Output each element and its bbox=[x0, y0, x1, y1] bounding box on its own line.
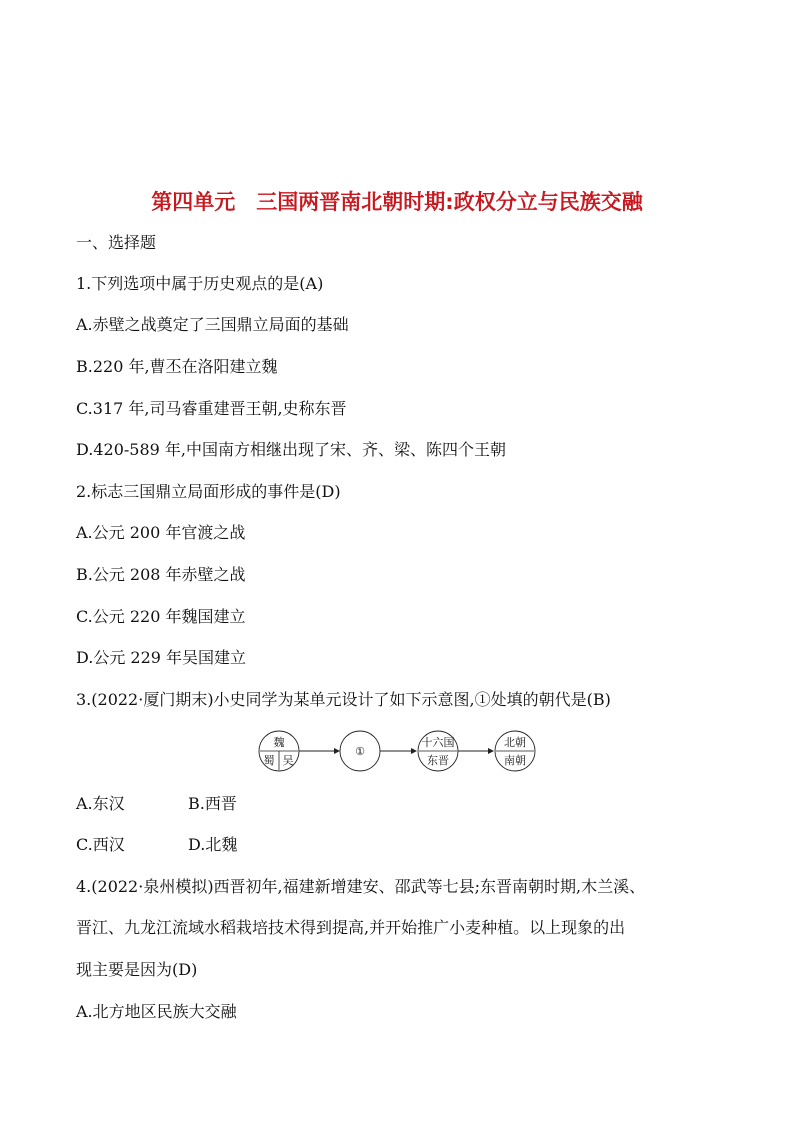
question-3-stem: 3.(2022·厦门期末)小史同学为某单元设计了如下示意图,①处填的朝代是(B) bbox=[76, 690, 611, 709]
question-2-option-d: D.公元 229 年吴国建立 bbox=[76, 648, 247, 667]
diagram-arrowhead bbox=[488, 748, 494, 754]
diagram-arrowhead bbox=[334, 748, 340, 754]
question-2-stem: 2.标志三国鼎立局面形成的事件是(D) bbox=[76, 482, 341, 501]
dynasty-flow-diagram bbox=[250, 727, 550, 777]
diagram-label-southern-dynasties: 南朝 bbox=[504, 754, 526, 767]
question-4-stem-line-2: 晋江、九龙江流域水稻栽培技术得到提高,并开始推广小麦种植。以上现象的出 bbox=[76, 918, 626, 937]
question-3-option-b: B.西晋 bbox=[188, 794, 237, 813]
question-1-option-c: C.317 年,司马睿重建晋王朝,史称东晋 bbox=[76, 399, 347, 418]
question-1-option-b: B.220 年,曹丕在洛阳建立魏 bbox=[76, 357, 278, 376]
question-1-option-a: A.赤壁之战奠定了三国鼎立局面的基础 bbox=[76, 315, 349, 334]
diagram-label-wu: 吴 bbox=[282, 754, 294, 767]
diagram-arrowhead bbox=[411, 748, 417, 754]
diagram-label-blank: ① bbox=[355, 745, 365, 758]
diagram-label-northern-dynasties: 北朝 bbox=[504, 736, 526, 749]
diagram-label-wei: 魏 bbox=[273, 736, 285, 749]
diagram-label-shu: 蜀 bbox=[263, 754, 275, 767]
question-2-option-c: C.公元 220 年魏国建立 bbox=[76, 607, 246, 626]
question-3-option-c: C.西汉 bbox=[76, 835, 125, 854]
question-3-option-a: A.东汉 bbox=[76, 794, 125, 813]
question-2-option-b: B.公元 208 年赤壁之战 bbox=[76, 565, 246, 584]
question-3-option-d: D.北魏 bbox=[188, 835, 238, 854]
question-1-option-d: D.420-589 年,中国南方相继出现了宋、齐、梁、陈四个王朝 bbox=[76, 440, 507, 459]
question-1-stem: 1.下列选项中属于历史观点的是(A) bbox=[76, 274, 324, 293]
diagram-label-eastern-jin: 东晋 bbox=[427, 754, 449, 767]
question-4-stem-line-1: 4.(2022·泉州模拟)西晋初年,福建新增建安、邵武等七县;东晋南朝时期,木兰溪、 bbox=[76, 877, 646, 896]
unit-title: 第四单元 三国两晋南北朝时期:政权分立与民族交融 bbox=[151, 190, 643, 214]
diagram-label-sixteen-kingdoms: 十六国 bbox=[421, 736, 455, 749]
question-4-option-a: A.北方地区民族大交融 bbox=[76, 1002, 237, 1021]
question-4-stem-line-3: 现主要是因为(D) bbox=[76, 960, 198, 979]
section-heading: 一、选择题 bbox=[76, 233, 157, 252]
question-2-option-a: A.公元 200 年官渡之战 bbox=[76, 523, 246, 542]
